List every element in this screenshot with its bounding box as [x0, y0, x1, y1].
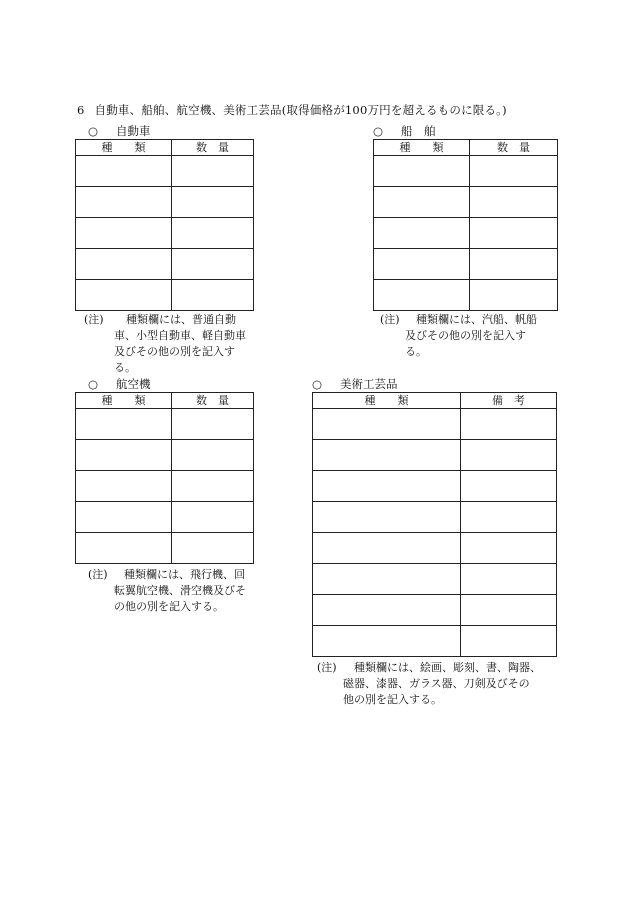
table-row — [76, 440, 254, 471]
table-row — [374, 187, 558, 218]
table-row — [313, 626, 557, 657]
type-cell[interactable] — [313, 471, 461, 502]
remarks-cell[interactable] — [461, 533, 557, 564]
table-row — [76, 533, 254, 564]
aircraft-title: 航空機 — [116, 377, 151, 391]
type-cell[interactable] — [76, 280, 172, 311]
quantity-cell[interactable] — [470, 218, 558, 249]
quantity-cell[interactable] — [470, 187, 558, 218]
art-table — [312, 392, 557, 657]
table-row — [76, 502, 254, 533]
type-cell[interactable] — [313, 440, 461, 471]
column-header-type: 種 類 — [313, 393, 461, 409]
circle-bullet-icon: ○ — [373, 124, 384, 138]
column-header-quantity: 数 量 — [172, 393, 254, 409]
table-row — [313, 502, 557, 533]
quantity-cell[interactable] — [172, 471, 254, 502]
column-header-quantity: 数 量 — [172, 140, 254, 156]
table-row — [374, 249, 558, 280]
table-row — [313, 471, 557, 502]
type-cell[interactable] — [76, 440, 172, 471]
type-cell[interactable] — [76, 156, 172, 187]
type-cell[interactable] — [313, 564, 461, 595]
remarks-cell[interactable] — [461, 471, 557, 502]
table-row — [76, 249, 254, 280]
note-line: 及びその他の別を記入す — [405, 329, 526, 342]
table-row — [374, 156, 558, 187]
note-line: 及びその他の別を記入す — [114, 345, 235, 358]
ship-title: 船 舶 — [401, 124, 436, 138]
type-cell[interactable] — [313, 502, 461, 533]
note-mark: (注) — [88, 568, 108, 581]
note-mark: (注) — [317, 661, 337, 674]
table-row — [76, 187, 254, 218]
section-number: 6 — [77, 103, 85, 117]
automobile-note — [84, 312, 264, 376]
type-cell[interactable] — [76, 409, 172, 440]
ship-subheading — [373, 123, 436, 139]
note-line: 種類欄には、普通自動 — [126, 313, 236, 326]
quantity-cell[interactable] — [172, 533, 254, 564]
table-row — [313, 595, 557, 626]
type-cell[interactable] — [313, 626, 461, 657]
column-header-type: 種 類 — [76, 140, 172, 156]
column-header-quantity: 数 量 — [470, 140, 558, 156]
table-row — [76, 409, 254, 440]
column-header-type: 種 類 — [374, 140, 470, 156]
column-header-type: 種 類 — [76, 393, 172, 409]
table-row — [313, 533, 557, 564]
art-subheading — [312, 376, 398, 392]
art-title: 美術工芸品 — [340, 377, 398, 391]
remarks-cell[interactable] — [461, 595, 557, 626]
circle-bullet-icon: ○ — [88, 124, 99, 138]
note-line: 磁器、漆器、ガラス器、刀剣及びその — [343, 677, 530, 690]
remarks-cell[interactable] — [461, 626, 557, 657]
remarks-cell[interactable] — [461, 564, 557, 595]
table-row — [76, 280, 254, 311]
aircraft-subheading — [88, 376, 151, 392]
note-mark: (注) — [84, 313, 104, 326]
quantity-cell[interactable] — [470, 249, 558, 280]
note-line: る。 — [405, 345, 427, 358]
note-line: 他の別を記入する。 — [343, 693, 442, 706]
note-line: 種類欄には、飛行機、回 — [124, 568, 245, 581]
quantity-cell[interactable] — [172, 409, 254, 440]
type-cell[interactable] — [374, 187, 470, 218]
note-line: 車、小型自動車、軽自動車 — [114, 329, 246, 342]
note-line: 転翼航空機、滑空機及びそ — [114, 584, 246, 597]
type-cell[interactable] — [374, 249, 470, 280]
type-cell[interactable] — [374, 280, 470, 311]
type-cell[interactable] — [374, 218, 470, 249]
column-header-remarks: 備 考 — [461, 393, 557, 409]
table-row — [313, 564, 557, 595]
type-cell[interactable] — [313, 595, 461, 626]
table-row — [76, 471, 254, 502]
note-line: 種類欄には、絵画、彫刻、書、陶器、 — [354, 661, 541, 674]
aircraft-note — [88, 567, 268, 617]
table-row — [374, 218, 558, 249]
table-row — [76, 218, 254, 249]
note-mark: (注) — [380, 313, 400, 326]
type-cell[interactable] — [76, 218, 172, 249]
table-row — [374, 280, 558, 311]
section-heading — [77, 102, 507, 118]
type-cell[interactable] — [313, 533, 461, 564]
aircraft-table — [75, 392, 254, 564]
type-cell[interactable] — [76, 187, 172, 218]
note-line: の他の別を記入する。 — [114, 600, 224, 613]
circle-bullet-icon: ○ — [312, 377, 323, 391]
automobile-table — [75, 139, 254, 311]
note-line: 種類欄には、汽船、帆船 — [416, 313, 537, 326]
note-text — [343, 660, 541, 708]
section-heading-text: 自動車、船舶、航空機、美術工芸品(取得価格が100万円を超えるものに限る。) — [94, 103, 507, 117]
quantity-cell[interactable] — [172, 156, 254, 187]
note-text — [405, 312, 537, 360]
table-row — [76, 156, 254, 187]
remarks-cell[interactable] — [461, 502, 557, 533]
automobile-subheading — [88, 123, 151, 139]
quantity-cell[interactable] — [172, 502, 254, 533]
note-text — [114, 312, 246, 376]
quantity-cell[interactable] — [172, 280, 254, 311]
remarks-cell[interactable] — [461, 409, 557, 440]
quantity-cell[interactable] — [172, 218, 254, 249]
quantity-cell[interactable] — [172, 440, 254, 471]
type-cell[interactable] — [76, 471, 172, 502]
automobile-title: 自動車 — [116, 124, 151, 138]
art-note — [317, 660, 577, 710]
type-cell[interactable] — [313, 409, 461, 440]
quantity-cell[interactable] — [172, 187, 254, 218]
remarks-cell[interactable] — [461, 440, 557, 471]
ship-note — [380, 312, 565, 362]
note-text — [114, 567, 246, 615]
quantity-cell[interactable] — [172, 249, 254, 280]
table-row — [313, 409, 557, 440]
type-cell[interactable] — [76, 249, 172, 280]
table-row — [313, 440, 557, 471]
quantity-cell[interactable] — [470, 280, 558, 311]
type-cell[interactable] — [76, 533, 172, 564]
quantity-cell[interactable] — [470, 156, 558, 187]
type-cell[interactable] — [374, 156, 470, 187]
ship-table — [373, 139, 558, 311]
circle-bullet-icon: ○ — [88, 377, 99, 391]
note-line: る。 — [114, 361, 136, 374]
type-cell[interactable] — [76, 502, 172, 533]
